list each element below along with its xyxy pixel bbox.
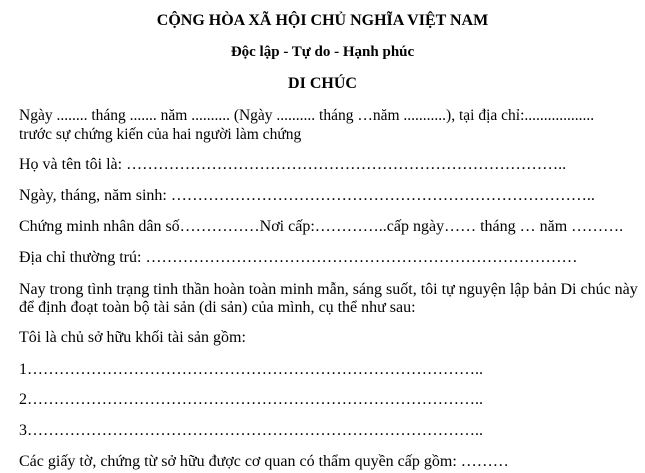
- full-name-field: Họ và tên tôi là: ………………………………………………………………………..: [19, 156, 567, 173]
- asset-item-2: 2…………………………………………………………………………..: [19, 391, 483, 408]
- id-card-field: Chứng minh nhân dân số……………Nơi cấp:…………..cấp ngày…… tháng … năm ……….: [19, 218, 624, 235]
- intro-line-1: Ngày ........ tháng ....... năm .......... (Ngày .......... tháng …năm ...........), tại địa chỉ:..................: [19, 107, 595, 124]
- assets-heading: Tôi là chủ sở hữu khối tài sản gồm:: [19, 329, 246, 346]
- nation-heading: CỘNG HÒA XÃ HỘI CHỦ NGHĨA VIỆT NAM: [156, 12, 489, 29]
- motto: Độc lập - Tự do - Hạnh phúc: [230, 44, 415, 60]
- ownership-documents: Các giấy tờ, chứng từ sở hữu được cơ quan có thẩm quyền cấp gồm: ………: [19, 453, 509, 470]
- declaration-line-1: Nay trong tình trạng tinh thần hoàn toàn minh mẫn, sáng suốt, tôi tự nguyện lập bản Di chúc này: [19, 281, 638, 298]
- asset-item-1: 1…………………………………………………………………………..: [19, 361, 483, 378]
- asset-item-3: 3…………………………………………………………………………..: [19, 422, 483, 439]
- document-title: DI CHÚC: [288, 75, 357, 92]
- intro-line-2: trước sự chứng kiến của hai người làm chứng: [19, 126, 302, 143]
- birth-date-field: Ngày, tháng, năm sinh: ……………………………………………………………………..: [19, 187, 595, 204]
- address-field: Địa chỉ thường trú: ………………………………………………………………………: [19, 249, 578, 266]
- declaration-line-2: để định đoạt toàn bộ tài sản (di sản) của mình, cụ thể như sau:: [19, 299, 416, 316]
